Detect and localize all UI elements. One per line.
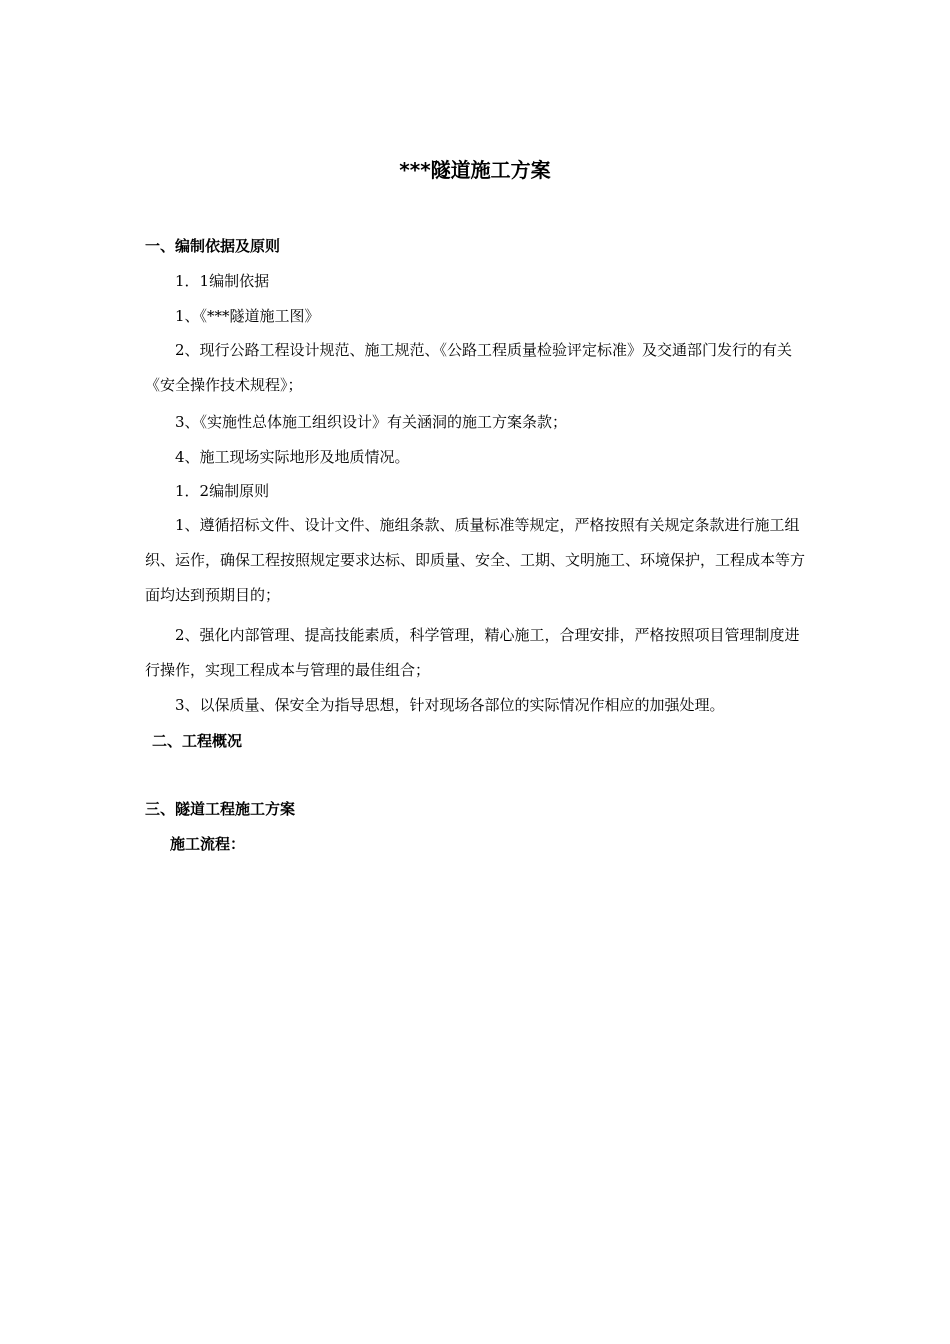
section-2-heading: 二、工程概况 [152, 732, 243, 750]
basis-item-1: 1、《***隧道施工图》 [175, 307, 320, 325]
basis-item-3: 3、《实施性总体施工组织设计》有关涵洞的施工方案条款； [175, 413, 568, 431]
principle-item-3: 3、以保质量、保安全为指导思想，针对现场各部位的实际情况作相应的加强处理。 [175, 696, 725, 714]
basis-item-4: 4、施工现场实际地形及地质情况。 [175, 448, 410, 466]
section-1-1-heading: 1．1编制依据 [175, 272, 270, 290]
principle-item-1: 1、遵循招标文件、设计文件、施组条款、质量标准等规定，严格按照有关规定条款进行施工组织、运作，确保工程按照规定要求达标、即质量、安全、工期、文明施工、环境保护，工程成本等方面均达到预期目的； [145, 516, 806, 604]
document-title: ***隧道施工方案 [399, 158, 551, 182]
section-1-2-heading: 1．2编制原则 [175, 482, 270, 500]
section-3-subheading: 施工流程： [170, 835, 246, 853]
section-3-heading: 三、隧道工程施工方案 [145, 800, 296, 818]
principle-item-2: 2、强化内部管理、提高技能素质，科学管理，精心施工，合理安排，严格按照项目管理制度进行操作，实现工程成本与管理的最佳组合； [145, 626, 800, 679]
basis-item-2: 2、现行公路工程设计规范、施工规范、《公路工程质量检验评定标准》及交通部门发行的有关《安全操作技术规程》； [145, 341, 793, 394]
section-1-heading: 一、编制依据及原则 [145, 237, 281, 255]
